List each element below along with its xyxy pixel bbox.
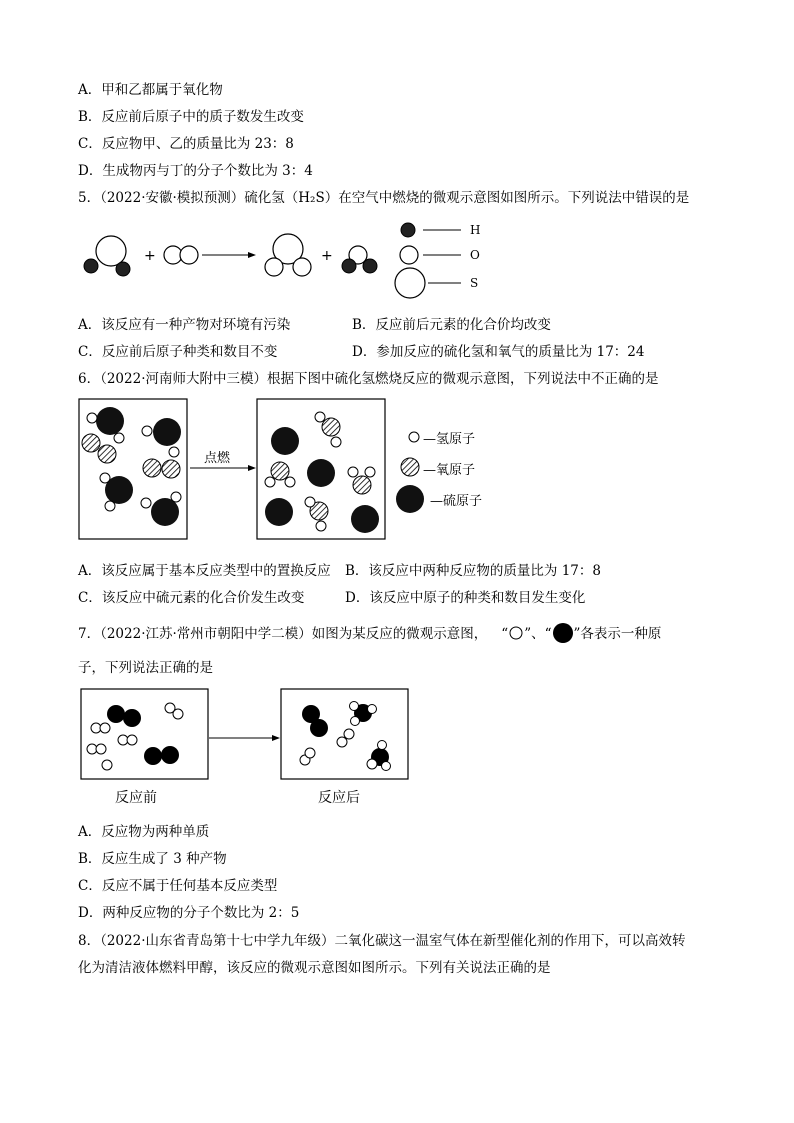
q6-stem: 6．（2022·河南师大附中三模）根据下图中硫化氢燃烧反应的微观示意图，下列说法中不正确的是	[78, 371, 659, 387]
q8-stem-line1: 8．（2022·山东省青岛第十七中学九年级）二氧化碳这一温室气体在新型催化剂的作用下，可以高效转	[78, 933, 686, 949]
q8-stem-line2: 化为清洁液体燃料甲醇，该反应的微观示意图如图所示。下列有关说法正确的是	[78, 960, 551, 976]
label-after: 反应后	[318, 790, 360, 806]
q6-option-c: C．该反应中硫元素的化合价发生改变	[78, 590, 305, 606]
q4-option-b: B．反应前后原子中的质子数发生改变	[78, 109, 304, 125]
so2-molecule	[265, 234, 311, 276]
black-atom-icon	[552, 622, 574, 644]
q4-option-c: C．反应物甲、乙的质量比为 23：8	[78, 136, 294, 152]
q5-option-d: D．参加反应的硫化氢和氧气的质量比为 17：24	[352, 344, 645, 360]
q6-option-a: A．该反应属于基本反应类型中的置换反应	[78, 563, 331, 579]
q5-reaction-diagram	[78, 218, 498, 303]
q7-option-c: C．反应不属于任何基本反应类型	[78, 878, 278, 894]
q7-reaction-diagram	[80, 688, 410, 783]
q5-stem: 5．（2022·安徽·模拟预测）硫化氢（H₂S）在空气中燃烧的微观示意图如图所示。下列说法中错误的是	[78, 190, 690, 206]
q7-option-b: B．反应生成了 3 种产物	[78, 851, 227, 867]
legend-oxygen: —氧原子	[423, 463, 476, 478]
plus-sign: +	[144, 248, 156, 264]
q5-option-b: B．反应前后元素的化合价均改变	[352, 317, 551, 333]
q6-option-b: B．该反应中两种反应物的质量比为 17：8	[345, 563, 601, 579]
q4-option-a: A．甲和乙都属于氧化物	[78, 82, 223, 98]
hydrogen-icon	[409, 432, 419, 442]
q6-legend-icons	[396, 425, 422, 520]
white-atom-icon	[508, 625, 524, 641]
legend-sulfur: —硫原子	[430, 494, 483, 509]
arrow-label: 点燃	[204, 451, 231, 466]
legend-s: S	[470, 276, 479, 290]
q6-reaction-diagram	[78, 398, 408, 543]
oxygen-icon	[401, 458, 419, 476]
sulfur-icon	[396, 485, 424, 513]
q7-stem: 7．（2022·江苏·常州市朝阳中学二模）如图为某反应的微观示意图， “ ”、“ ”各表示一种原	[78, 622, 661, 644]
h2o-molecule	[342, 246, 377, 273]
reaction-arrow	[202, 252, 256, 258]
q5-option-a: A．该反应有一种产物对环境有污染	[78, 317, 291, 333]
q7-stem-line2: 子，下列说法正确的是	[78, 660, 213, 676]
legend-h: H	[470, 223, 481, 237]
q6-option-d: D．该反应中原子的种类和数目发生变化	[345, 590, 586, 606]
q7-option-a: A．反应物为两种单质	[78, 824, 210, 840]
plus-sign: +	[321, 248, 333, 264]
label-before: 反应前	[115, 790, 157, 806]
legend-hydrogen: —氢原子	[423, 432, 476, 447]
q5-option-c: C．反应前后原子种类和数目不变	[78, 344, 278, 360]
q5-legend	[395, 223, 480, 298]
h2s-molecule	[84, 236, 130, 276]
legend-o: O	[470, 248, 480, 262]
q7-option-d: D．两种反应物的分子个数比为 2：5	[78, 905, 300, 921]
o2-molecule	[164, 246, 198, 264]
q4-option-d: D．生成物丙与丁的分子个数比为 3：4	[78, 163, 313, 179]
before-box	[81, 689, 208, 779]
